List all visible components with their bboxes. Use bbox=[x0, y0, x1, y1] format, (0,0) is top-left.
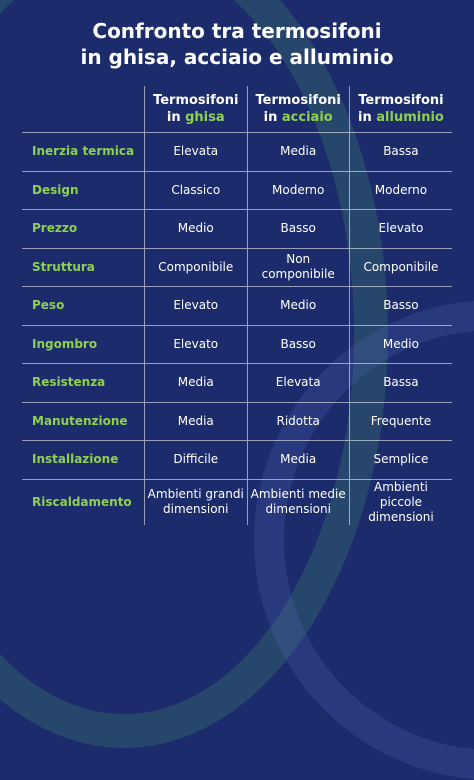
table-header-row bbox=[22, 86, 452, 133]
column-header-alluminio bbox=[349, 86, 452, 133]
table-row bbox=[22, 441, 452, 480]
row-label: Prezzo bbox=[22, 210, 145, 249]
row-label: Installazione bbox=[22, 441, 145, 480]
table-cell: Basso bbox=[349, 287, 452, 326]
table-row bbox=[22, 364, 452, 403]
table-row bbox=[22, 210, 452, 249]
table-cell: Ridotta bbox=[247, 402, 349, 441]
table-cell: Media bbox=[145, 402, 248, 441]
column-header-prefix: in bbox=[358, 110, 377, 125]
table-cell: Medio bbox=[349, 325, 452, 364]
column-header-acciaio bbox=[247, 86, 349, 133]
table-cell: Componibile bbox=[145, 248, 248, 287]
table-cell: Elevato bbox=[145, 287, 248, 326]
title-line-1: Confronto tra termosifoni bbox=[92, 19, 382, 43]
column-header-material: alluminio bbox=[376, 110, 444, 125]
table-cell: Basso bbox=[247, 210, 349, 249]
table-cell: Bassa bbox=[349, 133, 452, 172]
title-line-2: in ghisa, acciaio e alluminio bbox=[80, 45, 394, 69]
column-header-prefix: in bbox=[263, 110, 282, 125]
table-row bbox=[22, 402, 452, 441]
table-cell: Elevato bbox=[349, 210, 452, 249]
table-cell: Non componibile bbox=[247, 248, 349, 287]
table-cell: Difficile bbox=[145, 441, 248, 480]
table-cell: Semplice bbox=[349, 441, 452, 480]
column-header-material: acciaio bbox=[281, 110, 333, 125]
column-header-prefix: in bbox=[166, 110, 186, 125]
table-row bbox=[22, 287, 452, 326]
table-cell: Basso bbox=[247, 325, 349, 364]
row-label: Struttura bbox=[22, 248, 145, 287]
table-cell: Componibile bbox=[349, 248, 452, 287]
table-cell: Elevata bbox=[247, 364, 349, 403]
table-row bbox=[22, 248, 452, 287]
table-cell: Elevato bbox=[145, 325, 248, 364]
table-cell: Media bbox=[145, 364, 248, 403]
column-header-title: Termosifoni bbox=[255, 93, 341, 108]
table-cell: Moderno bbox=[349, 171, 452, 210]
table-row bbox=[22, 479, 452, 525]
table-cell: Ambienti medie dimensioni bbox=[247, 479, 349, 525]
table-cell: Frequente bbox=[349, 402, 452, 441]
comparison-table bbox=[22, 86, 452, 525]
table-row bbox=[22, 133, 452, 172]
table-cell: Classico bbox=[145, 171, 248, 210]
table-cell: Elevata bbox=[145, 133, 248, 172]
table-cell: Ambienti piccole dimensioni bbox=[349, 479, 452, 525]
table-cell: Bassa bbox=[349, 364, 452, 403]
table-cell: Medio bbox=[145, 210, 248, 249]
page-title bbox=[0, 18, 474, 70]
row-label: Inerzia termica bbox=[22, 133, 145, 172]
row-label: Resistenza bbox=[22, 364, 145, 403]
table-cell: Media bbox=[247, 133, 349, 172]
table-row bbox=[22, 171, 452, 210]
column-header-title: Termosifoni bbox=[153, 93, 239, 108]
column-header-title: Termosifoni bbox=[358, 93, 444, 108]
row-label: Riscaldamento bbox=[22, 479, 145, 525]
table-cell: Medio bbox=[247, 287, 349, 326]
row-label: Peso bbox=[22, 287, 145, 326]
corner-cell bbox=[22, 86, 145, 133]
table-cell: Media bbox=[247, 441, 349, 480]
column-header-ghisa bbox=[145, 86, 248, 133]
column-header-material: ghisa bbox=[185, 110, 225, 125]
row-label: Manutenzione bbox=[22, 402, 145, 441]
row-label: Design bbox=[22, 171, 145, 210]
table-cell: Ambienti grandi dimensioni bbox=[145, 479, 248, 525]
row-label: Ingombro bbox=[22, 325, 145, 364]
table-row bbox=[22, 325, 452, 364]
table-cell: Moderno bbox=[247, 171, 349, 210]
